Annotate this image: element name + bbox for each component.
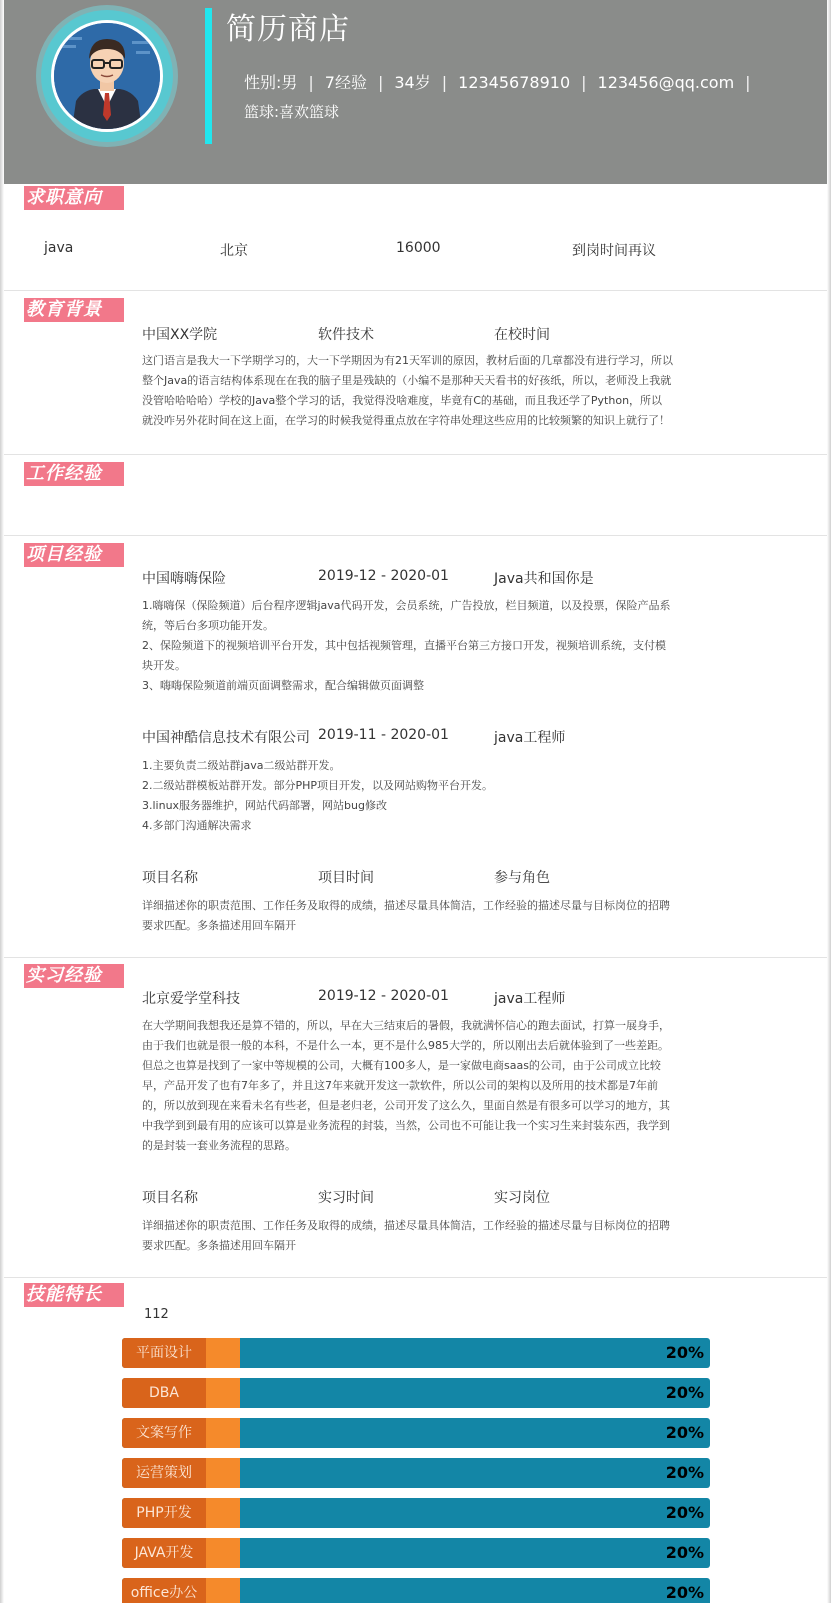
skill-bar (122, 1538, 710, 1568)
project-period: 2019-12 - 2020-01 (318, 568, 449, 584)
personal-info (244, 70, 762, 93)
hobby: 篮球:喜欢篮球 (244, 103, 340, 121)
internship-period: 2019-12 - 2020-01 (318, 988, 449, 1004)
skill-level-fill (206, 1458, 240, 1488)
separator: | (377, 73, 384, 92)
text-line: 这门语言是我大一下学期学习的，大一下学期因为有21天军训的原因，教材后面的几章都没有进行学习，所以 (142, 354, 673, 367)
education-description (142, 351, 712, 431)
avatar-ring (41, 10, 173, 142)
page-shadow-right (827, 0, 831, 1603)
text-line: 详细描述你的职责范围、工作任务及取得的成绩，描述尽量具体简洁，工作经验的描述尽量与目标岗位的招聘 (142, 899, 670, 912)
businessman-avatar-icon (54, 23, 160, 129)
skill-name: office办公 (122, 1578, 206, 1603)
project-period: 项目时间 (318, 870, 374, 886)
internship-description (142, 1216, 712, 1256)
page-shadow-left (0, 0, 4, 1603)
project-role: Java共和国你是 (494, 571, 594, 587)
resume-header (4, 0, 827, 184)
section-label-project: 项目经验 (24, 543, 124, 567)
skill-name: PHP开发 (122, 1498, 206, 1528)
skill-percent: 20% (665, 1583, 704, 1602)
divider (4, 1277, 827, 1278)
skill-percent: 20% (665, 1383, 704, 1402)
text-line: 要求匹配。多条描述用回车隔开 (142, 919, 296, 932)
text-line: 4.多部门沟通解决需求 (142, 819, 252, 832)
skills-note: 112 (144, 1307, 169, 1322)
internship-period: 实习时间 (318, 1190, 374, 1206)
skill-level-fill (206, 1378, 240, 1408)
internship-role: 实习岗位 (494, 1190, 550, 1206)
skill-name: 运营策划 (122, 1458, 206, 1488)
avatar (51, 20, 163, 132)
text-line: 在大学期间我想我还是算不错的，所以，早在大三结束后的暑假，我就满怀信心的跑去面试，打算一展身手， (142, 1019, 670, 1032)
text-line: 1.嗨嗨保（保险频道）后台程序逻辑java代码开发，会员系统，广告投放，栏目频道，以及投票，保险产品系 (142, 599, 671, 612)
project-role: 参与角色 (494, 870, 550, 886)
skill-level-fill (206, 1418, 240, 1448)
phone: 12345678910 (458, 73, 571, 92)
skill-name: 文案写作 (122, 1418, 206, 1448)
project-role: java工程师 (494, 730, 566, 746)
skill-level-fill (206, 1538, 240, 1568)
project-company: 中国嗨嗨保险 (142, 571, 226, 587)
education-school: 中国XX学院 (142, 327, 218, 343)
text-line: 统，等后台多项功能开发。 (142, 619, 274, 632)
job-arrival: 到岗时间再议 (572, 243, 656, 259)
text-line: 没管哈哈哈哈）学校的Java整个学习的话，我觉得没啥难度，毕竟有C的基础，而且我还学了Python，所以 (142, 394, 663, 407)
internship-company: 北京爱学堂科技 (142, 991, 240, 1007)
skill-percent: 20% (665, 1503, 704, 1522)
section-label-job-intent: 求职意向 (24, 186, 124, 210)
header-accent-bar (205, 8, 212, 144)
text-line: 中我学到到最有用的应该可以算是业务流程的封装，当然，公司也不可能让我一个实习生来封装东西，我学到 (142, 1119, 670, 1132)
experience: 7经验 (324, 73, 367, 92)
job-salary: 16000 (396, 240, 441, 256)
skill-percent: 20% (665, 1343, 704, 1362)
job-city: 北京 (220, 243, 248, 259)
text-line: 3、嗨嗨保险频道前端页面调整需求，配合编辑做页面调整 (142, 679, 424, 692)
skill-bar (122, 1378, 710, 1408)
text-line: 早，产品开发了也有7年多了，并且这7年来就开发这一款软件，所以公司的架构以及所用的技术都是7年前 (142, 1079, 658, 1092)
separator: | (308, 73, 314, 92)
separator: | (441, 73, 448, 92)
text-line: 由于我们也就是很一般的本科，不是什么一本，更不是什么985大学的，所以刚出去后就体验到了一些差距。 (142, 1039, 669, 1052)
text-line: 3.linux服务器维护，网站代码部署，网站bug修改 (142, 799, 387, 812)
project-description (142, 896, 712, 936)
internship-role: java工程师 (494, 991, 566, 1007)
internship-company: 项目名称 (142, 1190, 198, 1206)
text-line: 详细描述你的职责范围、工作任务及取得的成绩，描述尽量具体简洁，工作经验的描述尽量与目标岗位的招聘 (142, 1219, 670, 1232)
text-line: 1.主要负责二级站群java二级站群开发。 (142, 759, 341, 772)
section-label-education: 教育背景 (24, 298, 124, 322)
divider (4, 957, 827, 958)
text-line: 块开发。 (142, 659, 186, 672)
age: 34岁 (394, 73, 431, 92)
text-line: 整个Java的语言结构体系现在在我的脑子里是残缺的（小编不是那种天天看书的好孩纸，所以，老师没上我就 (142, 374, 672, 387)
project-description (142, 596, 712, 696)
skill-name: 平面设计 (122, 1338, 206, 1368)
project-description (142, 756, 712, 836)
skill-percent: 20% (665, 1423, 704, 1442)
resume-name: 简历商店 (226, 12, 350, 47)
separator: | (745, 73, 751, 92)
skill-name: DBA (122, 1378, 206, 1408)
project-period: 2019-11 - 2020-01 (318, 727, 449, 743)
text-line: 的，所以放到现在来看未名有些老，但是老归老，公司开发了这么久，里面自然是有很多可以学习的地方，其 (142, 1099, 670, 1112)
internship-description (142, 1016, 712, 1156)
text-line: 但总之也算是找到了一家中等规模的公司，大概有100多人，是一家做电商saas的公司，由于公司成立比较 (142, 1059, 661, 1072)
divider (4, 290, 827, 291)
text-line: 就没咋另外花时间在这上面，在学习的时候我觉得重点放在字符串处理这些应用的比较频繁的知识上就行了！ (142, 414, 670, 427)
education-major: 软件技术 (318, 327, 374, 343)
section-label-skills: 技能特长 (24, 1283, 124, 1307)
skill-level-fill (206, 1578, 240, 1603)
skill-bar (122, 1418, 710, 1448)
project-company: 中国神酷信息技术有限公司 (142, 730, 310, 746)
skill-bar (122, 1458, 710, 1488)
email: 123456@qq.com (597, 73, 735, 92)
text-line: 要求匹配。多条描述用回车隔开 (142, 1239, 296, 1252)
text-line: 的是封装一套业务流程的思路。 (142, 1139, 296, 1152)
job-position: java (44, 240, 74, 256)
gender: 性别:男 (244, 73, 298, 92)
skill-level-fill (206, 1498, 240, 1528)
education-time: 在校时间 (494, 327, 550, 343)
divider (4, 535, 827, 536)
skill-level-fill (206, 1338, 240, 1368)
project-company: 项目名称 (142, 870, 198, 886)
separator: | (581, 73, 587, 92)
skill-percent: 20% (665, 1543, 704, 1562)
skill-bar (122, 1578, 710, 1603)
section-label-work: 工作经验 (24, 462, 124, 486)
section-label-internship: 实习经验 (24, 964, 124, 988)
text-line: 2、保险频道下的视频培训平台开发，其中包括视频管理，直播平台第三方接口开发，视频培训系统，支付模 (142, 639, 666, 652)
skill-name: JAVA开发 (122, 1538, 206, 1568)
text-line: 2.二级站群模板站群开发。部分PHP项目开发，以及网站购物平台开发。 (142, 779, 494, 792)
skill-bar (122, 1498, 710, 1528)
skill-bar (122, 1338, 710, 1368)
divider (4, 454, 827, 455)
skill-percent: 20% (665, 1463, 704, 1482)
